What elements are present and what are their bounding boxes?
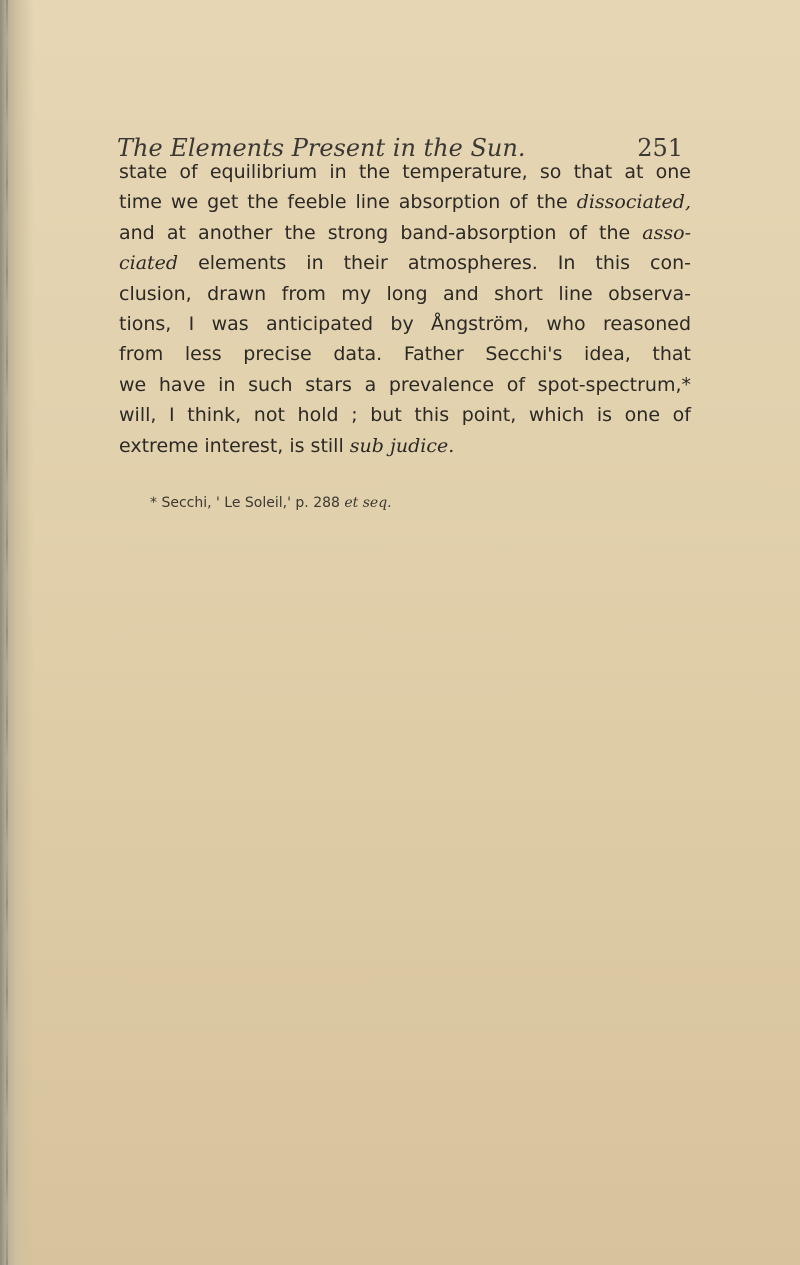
text-line (119, 309, 691, 339)
footnote-text: * Secchi, ' Le Soleil,' p. 288 (150, 495, 340, 511)
text-run: from less precise data. Father Secchi's idea, that (119, 343, 691, 366)
page-number: 251 (637, 134, 683, 162)
text-line (119, 187, 691, 217)
body-paragraph (119, 157, 691, 461)
italic-term: dissociated, (576, 191, 691, 214)
text-run: time we get the feeble line absorption of the (119, 191, 568, 214)
italic-term: ciated (119, 252, 179, 275)
text-line (119, 400, 691, 430)
text-run: state of equilibrium in the temperature, so that at one (119, 161, 691, 183)
footnote-italic: et seq. (344, 495, 392, 511)
text-run: will, I think, not hold ; but this point, which is one of (119, 404, 691, 427)
text-run: elements in their atmospheres. In this con- (198, 252, 691, 275)
text-run: and at another the strong band-absorption of the (119, 221, 631, 244)
footnote (150, 492, 392, 514)
text-line (119, 157, 691, 187)
text-line (119, 279, 691, 309)
running-title: The Elements Present in the Sun. (117, 134, 526, 162)
text-line (119, 370, 691, 400)
text-line (119, 431, 691, 461)
text-line (119, 248, 691, 278)
text-line (119, 339, 691, 369)
text-line (119, 218, 691, 248)
text-run: we have in such stars a prevalence of spot-spectrum,* (119, 373, 691, 396)
italic-term: sub judice. (349, 434, 455, 457)
text-run: clusion, drawn from my long and short line observa- (119, 282, 691, 305)
page-binding-edge (0, 0, 34, 1265)
italic-term: asso- (642, 221, 691, 244)
text-run: extreme interest, is still (119, 434, 344, 457)
text-run: tions, I was anticipated by Ångström, who reasoned (119, 312, 691, 335)
